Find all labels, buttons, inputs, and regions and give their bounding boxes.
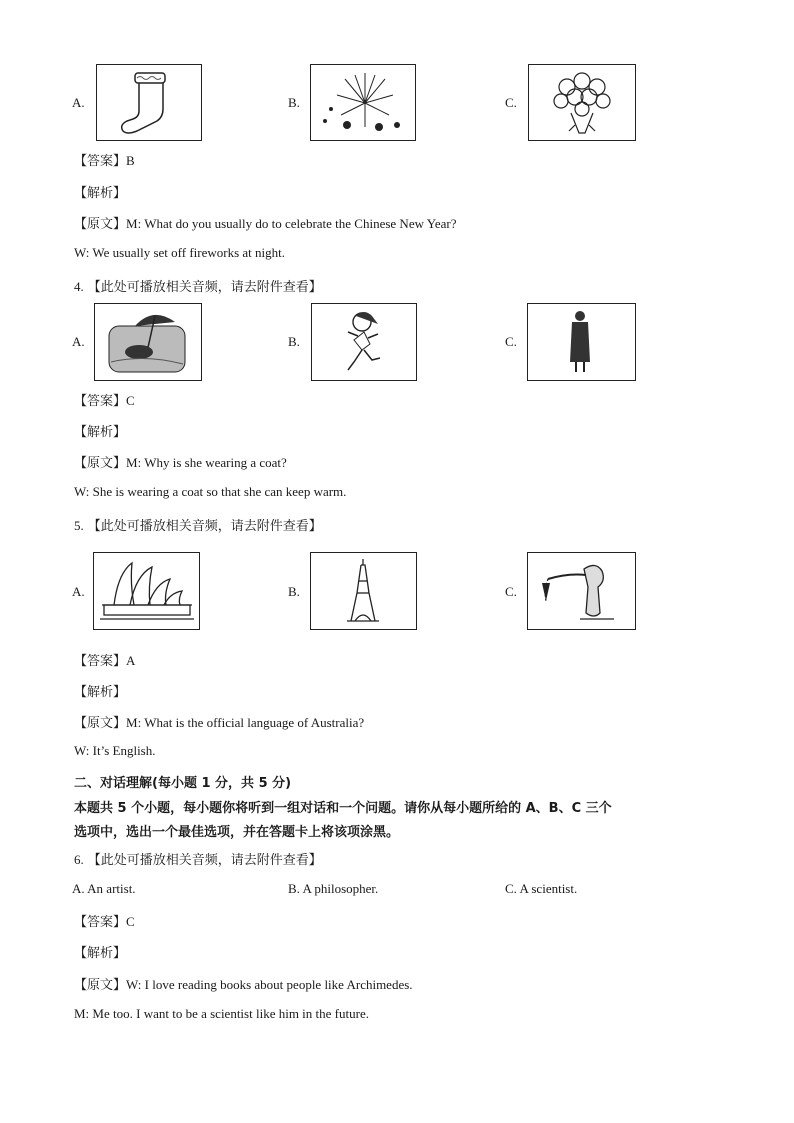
fireworks-image (310, 64, 416, 141)
fireworks-icon (311, 65, 415, 140)
stocking-icon (97, 65, 201, 140)
original-label: 【原文】 (74, 217, 127, 232)
q3-option-c-label: C. (505, 95, 517, 110)
eiffel-tower-icon (311, 553, 416, 629)
q3-option-a-label: A. (72, 95, 85, 110)
coat-person-icon (528, 304, 635, 380)
q5-transcript-line-2: W: It’s English. (74, 743, 156, 758)
q6-transcript-line-1: 【原文】W: I love reading books about people like Archimedes. (74, 977, 413, 993)
stocking-image (96, 64, 202, 141)
merlion-image (527, 552, 636, 630)
q6-header (74, 849, 322, 869)
running-girl-image (311, 303, 417, 381)
q5-option-a-label: A. (72, 584, 85, 599)
q5-answer-line: 【答案】A (74, 653, 136, 669)
q6-option-c: C. A scientist. (505, 881, 578, 896)
question-number: 5. (74, 518, 84, 533)
eiffel-tower-image (310, 552, 417, 630)
opera-house-image (93, 552, 200, 630)
analysis-label: 【解析】 (74, 186, 127, 201)
q6-option-b: B. A philosopher. (288, 881, 379, 896)
question-number: 6. (74, 852, 84, 867)
running-girl-icon (312, 304, 416, 380)
q6-answer-line: 【答案】C (74, 914, 135, 930)
q4-option-b-label: B. (288, 334, 300, 349)
q3-answer-line (74, 150, 135, 170)
audio-link[interactable]: 【此处可播放相关音频，请去附件查看】 (87, 280, 322, 295)
q4-header (74, 276, 322, 296)
analysis-label: 【解析】 (74, 685, 127, 700)
answer-value: B (126, 153, 135, 168)
beach-umbrella-image (94, 303, 202, 381)
q3-transcript-line-1: 【原文】M: What do you usually do to celebrate the Chinese New Year? (74, 216, 457, 232)
flower-bouquet-icon (529, 65, 635, 140)
audio-link[interactable]: 【此处可播放相关音频，请去附件查看】 (87, 519, 322, 534)
q5-transcript-line-1: 【原文】M: What is the official language of Australia? (74, 715, 365, 731)
q3-transcript-line-2: W: We usually set off fireworks at night. (74, 245, 286, 260)
audio-link[interactable]: 【此处可播放相关音频，请去附件查看】 (87, 853, 322, 868)
q4-answer-line: 【答案】C (74, 393, 135, 409)
q5-header (74, 515, 322, 535)
analysis-label: 【解析】 (74, 425, 127, 440)
bouquet-image (528, 64, 636, 141)
answer-label: 【答案】 (74, 154, 127, 169)
merlion-icon (528, 553, 635, 629)
section-instruction-2: 选项中，选出一个最佳选项，并在答题卡上将该项涂黑。 (74, 825, 400, 840)
q5-option-c-label: C. (505, 584, 517, 599)
q4-option-a-label: A. (72, 334, 85, 349)
q3-option-b-label: B. (288, 95, 300, 110)
q4-transcript-line-2: W: She is wearing a coat so that she can keep warm. (74, 484, 347, 499)
q6-transcript-line-2: M: Me too. I want to be a scientist like him in the future. (74, 1006, 369, 1021)
q4-transcript-line-1: 【原文】M: Why is she wearing a coat? (74, 455, 287, 471)
section-instruction-1: 本题共 5 个小题，每小题你将听到一组对话和一个问题。请你从每小题所给的 A、B、C 三个 (74, 801, 612, 816)
coat-person-image (527, 303, 636, 381)
analysis-label: 【解析】 (74, 946, 127, 961)
q4-option-c-label: C. (505, 334, 517, 349)
sydney-opera-house-icon (94, 553, 199, 629)
q5-option-b-label: B. (288, 584, 300, 599)
question-number: 4. (74, 279, 84, 294)
section-heading: 二、对话理解(每小题 1 分，共 5 分) (74, 776, 292, 791)
beach-umbrella-icon (95, 304, 201, 380)
q6-option-a: A. An artist. (72, 881, 136, 896)
